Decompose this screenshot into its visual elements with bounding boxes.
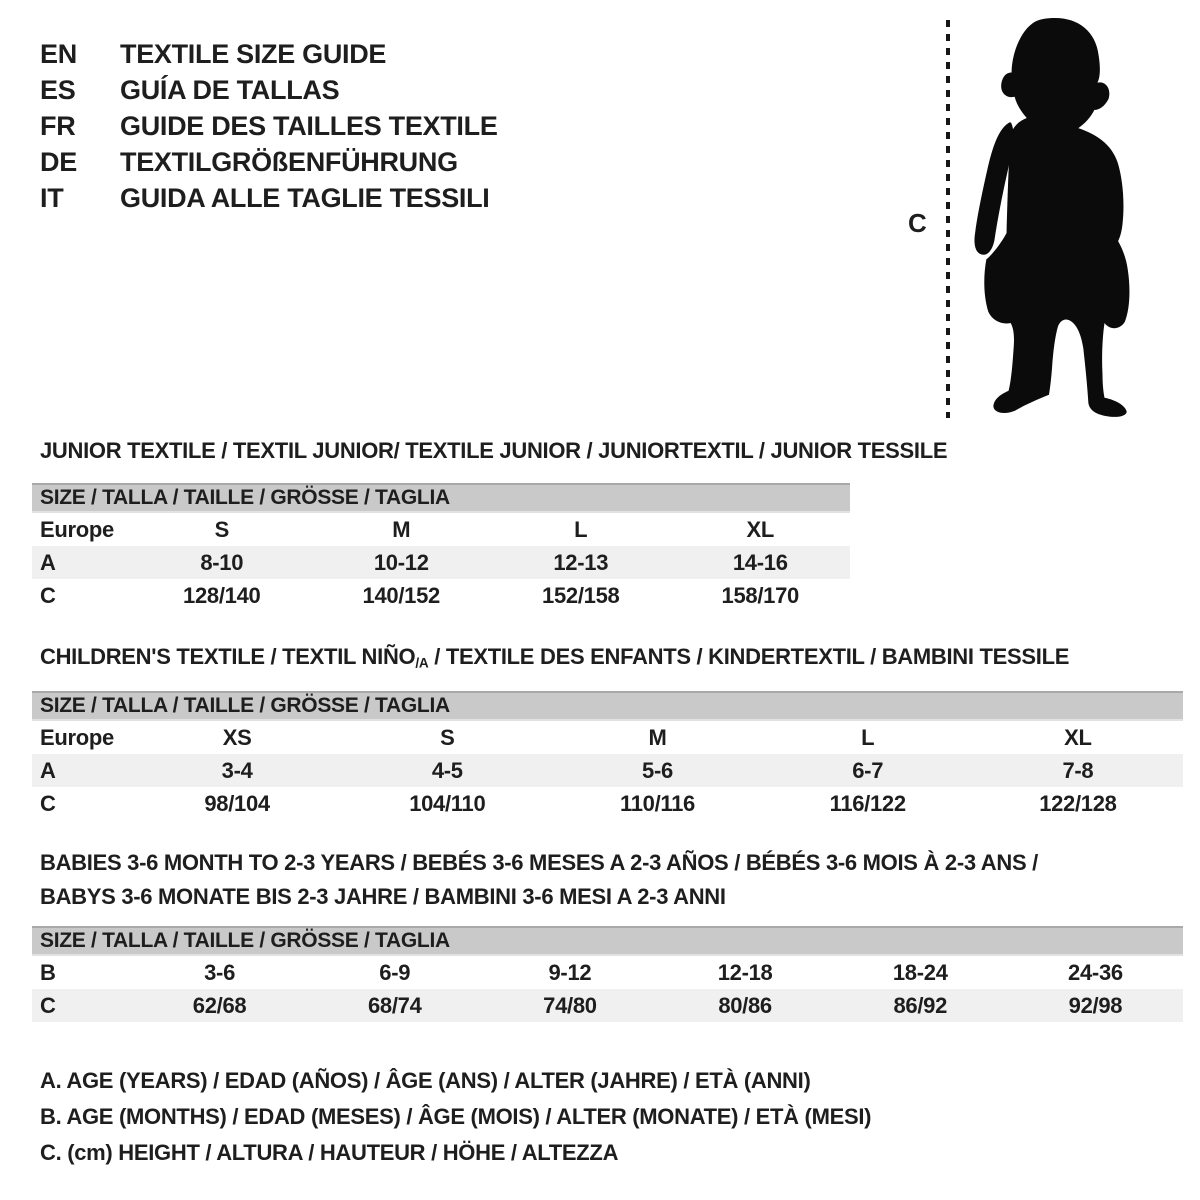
table-row — [32, 787, 1183, 820]
junior-section-title: JUNIOR TEXTILE / TEXTIL JUNIOR/ TEXTILE JUNIOR / JUNIORTEXTIL / JUNIOR TESSILE — [40, 438, 948, 463]
table-cell: 7-8 — [1062, 757, 1094, 783]
row-label: A — [40, 549, 56, 575]
table-cell: 80/86 — [718, 992, 772, 1018]
table-cell: 68/74 — [367, 992, 422, 1018]
table-cell: 86/92 — [893, 992, 948, 1018]
table-cell: 110/116 — [620, 790, 695, 816]
table-row — [32, 721, 1183, 754]
table-cell: 5-6 — [642, 757, 673, 783]
table-cell: 14-16 — [732, 549, 788, 575]
table-cell: 116/122 — [829, 790, 906, 816]
table-cell: 74/80 — [543, 992, 597, 1018]
legend-line-c: C. (cm) HEIGHT / ALTURA / HAUTEUR / HÖHE / ALTEZZA — [40, 1140, 619, 1165]
table-cell: 8-10 — [200, 549, 244, 575]
table-cell: XL — [746, 516, 774, 542]
lang-code: IT — [40, 183, 64, 213]
table-cell: 122/128 — [1039, 790, 1117, 816]
children-size-header: SIZE / TALLA / TAILLE / GRÖSSE / TAGLIA — [32, 691, 1183, 721]
table-row — [32, 513, 850, 546]
lang-row-es — [40, 72, 498, 108]
table-cell: 24-36 — [1068, 959, 1123, 985]
table-row — [32, 546, 850, 579]
lang-title: GUIDA ALLE TAGLIE TESSILI — [120, 183, 490, 213]
babies-size-header: SIZE / TALLA / TAILLE / GRÖSSE / TAGLIA — [32, 926, 1183, 956]
table-cell: 62/68 — [192, 992, 247, 1018]
table-cell: 10-12 — [373, 549, 429, 575]
table-cell: 12-18 — [717, 959, 773, 985]
table-cell: M — [392, 516, 411, 542]
children-table — [32, 691, 1183, 820]
lang-title: GUIDE DES TAILLES TEXTILE — [120, 111, 498, 141]
height-figure — [888, 12, 1188, 424]
babies-table — [32, 926, 1183, 1022]
table-row — [32, 754, 1183, 787]
table-cell: 9-12 — [548, 959, 592, 985]
children-title-subscript: /A — [415, 655, 429, 671]
table-cell: L — [574, 516, 588, 542]
table-cell: 152/158 — [542, 582, 620, 608]
row-label: C — [40, 582, 56, 608]
table-cell: 4-5 — [431, 757, 463, 783]
junior-table — [32, 483, 850, 612]
table-cell: 158/170 — [721, 582, 799, 608]
row-label: A — [40, 757, 56, 783]
table-cell: 92/98 — [1068, 992, 1123, 1018]
lang-code: FR — [40, 111, 76, 141]
children-title-prefix: CHILDREN'S TEXTILE / TEXTIL NIÑO — [40, 644, 416, 669]
babies-section-title-line2: BABYS 3-6 MONATE BIS 2-3 JAHRE / BAMBINI 3-6 MESI A 2-3 ANNI — [40, 884, 726, 909]
table-cell: 128/140 — [183, 582, 261, 608]
table-cell: XS — [222, 724, 252, 750]
table-cell: L — [861, 724, 875, 750]
lang-row-de — [40, 144, 498, 180]
table-cell: 3-4 — [221, 757, 253, 783]
lang-title: GUÍA DE TALLAS — [120, 75, 340, 105]
lang-code: DE — [40, 147, 77, 177]
row-label: B — [40, 959, 56, 985]
row-label: C — [40, 992, 56, 1018]
lang-code: EN — [40, 39, 77, 69]
table-cell: 18-24 — [892, 959, 948, 985]
babies-section-title-line1: BABIES 3-6 MONTH TO 2-3 YEARS / BEBÉS 3-6 MESES A 2-3 AÑOS / BÉBÉS 3-6 MOIS À 2-3 ANS / — [40, 850, 1038, 875]
table-cell: 104/110 — [409, 790, 486, 816]
junior-size-header: SIZE / TALLA / TAILLE / GRÖSSE / TAGLIA — [32, 483, 850, 513]
legend-line-a: A. AGE (YEARS) / EDAD (AÑOS) / ÂGE (ANS) / ALTER (JAHRE) / ETÀ (ANNI) — [40, 1068, 811, 1093]
height-measure-line — [946, 20, 950, 418]
table-cell: 3-6 — [204, 959, 236, 985]
table-cell: 140/152 — [362, 582, 440, 608]
lang-row-en — [40, 36, 498, 72]
table-cell: 6-7 — [852, 757, 884, 783]
table-cell: S — [214, 516, 229, 542]
row-label: Europe — [40, 724, 114, 750]
toddler-silhouette — [962, 16, 1142, 420]
lang-code: ES — [40, 75, 76, 105]
lang-row-fr — [40, 108, 498, 144]
lang-row-it — [40, 180, 498, 216]
children-section-title — [40, 644, 1069, 670]
lang-title: TEXTILGRÖßENFÜHRUNG — [120, 147, 458, 177]
table-cell: S — [440, 724, 455, 750]
table-cell: XL — [1064, 724, 1092, 750]
language-title-list — [40, 36, 498, 216]
table-cell: 12-13 — [553, 549, 609, 575]
table-row — [32, 956, 1183, 989]
table-cell: M — [648, 724, 667, 750]
table-cell: 6-9 — [379, 959, 411, 985]
children-title-suffix: / TEXTILE DES ENFANTS / KINDERTEXTIL / BAMBINI TESSILE — [428, 644, 1070, 669]
row-label: Europe — [40, 516, 114, 542]
height-measure-label: C — [908, 208, 927, 238]
legend-line-b: B. AGE (MONTHS) / EDAD (MESES) / ÂGE (MOIS) / ALTER (MONATE) / ETÀ (MESI) — [40, 1104, 872, 1129]
row-label: C — [40, 790, 56, 816]
lang-title: TEXTILE SIZE GUIDE — [120, 39, 387, 69]
table-row — [32, 989, 1183, 1022]
table-cell: 98/104 — [204, 790, 270, 816]
table-row — [32, 579, 850, 612]
